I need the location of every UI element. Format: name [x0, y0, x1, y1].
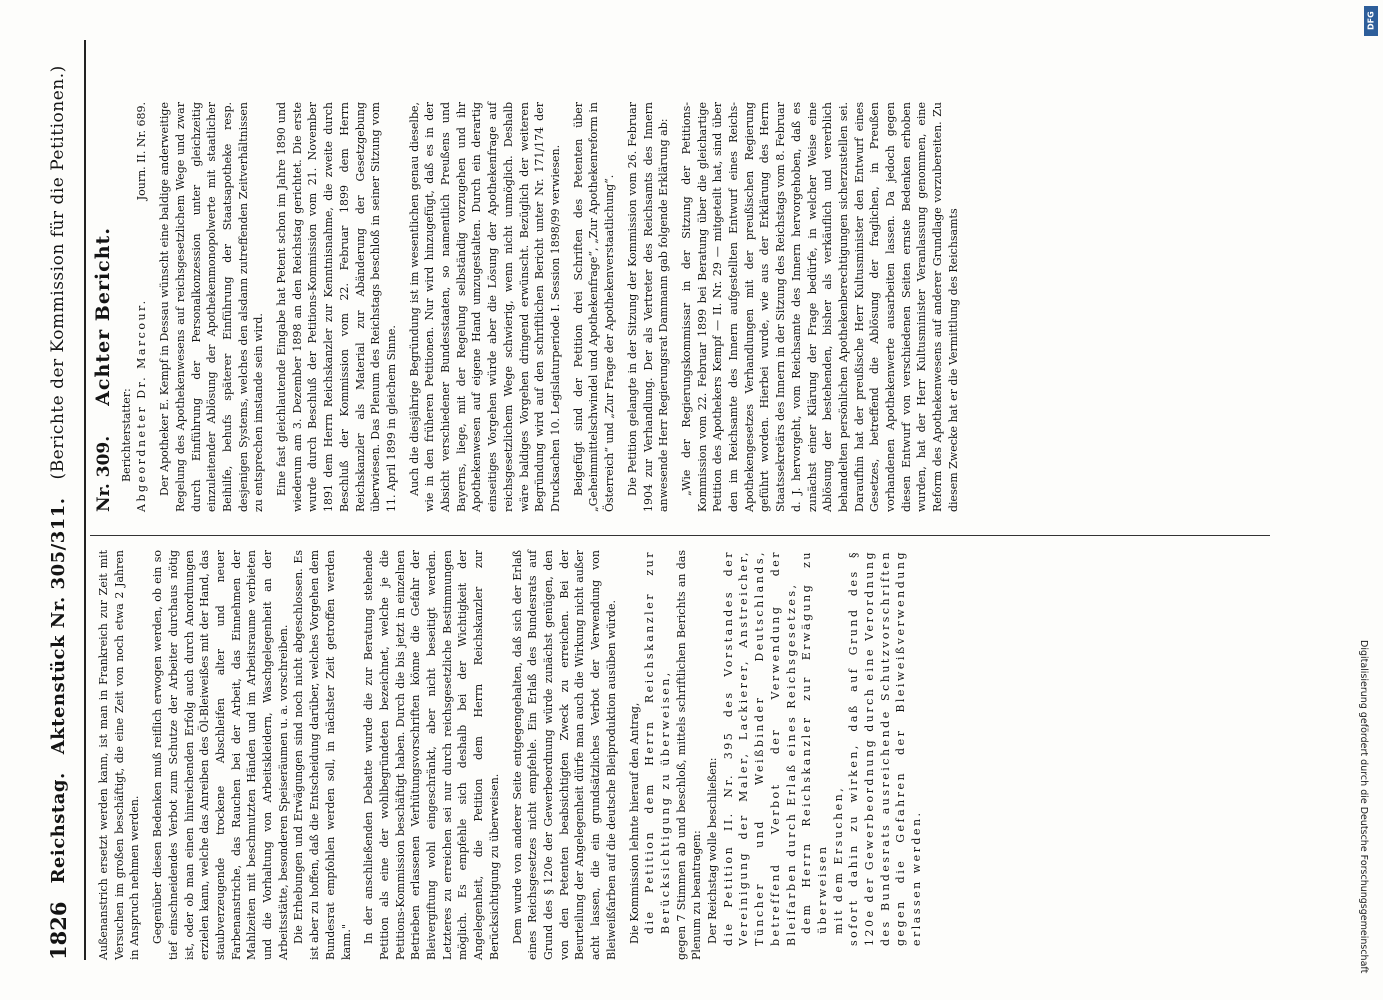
paragraph: Außenanstrich ersetzt werden kann, ist man in Frankreich zur Zeit mit Versuchen im großen beschäftigt, die eine Zeit von noch etwa 2 Jahren in Anspruch nehmen werden.: [97, 550, 142, 960]
paragraph: Die Petition gelangte in der Sitzung der Kommission vom 26. Februar 1904 zur Verhandlung. Der als Vertreter des Reichsamts des Innern anwesende Herr Regierungsrat Dammann gab folgende Erklärung ab:: [625, 102, 671, 512]
paragraph: Eine fast gleichlautende Eingabe hat Petent schon im Jahre 1890 und wiederum am 3. Dezember 1898 an den Reichstag gerichtet. Die erste wurde durch Beschluß der Petitions-Kommission vom 21. November 1891 dem Herrn Reichskanzler zur Kenntnisnahme, die zweite durch Beschluß der Kommission vom 22. Februar 1899 dem Herrn Reichskanzler als Material zur Abänderung der Gesetzgebung überwiesen. Das Plenum des Reichstags beschloß in seiner Sitzung vom 11. April 1899 in gleichem Sinne.: [275, 102, 398, 512]
header-rule: [84, 40, 86, 960]
resolution-text: dem Herrn Reichskanzler zur Erwägung zu überweisen: [800, 550, 829, 934]
page-number: 1826: [45, 901, 71, 960]
report-title: Achter Bericht.: [92, 227, 114, 406]
journal-number: Journ. II. Nr. 689.: [135, 102, 149, 201]
report-number: Nr. 309.: [94, 435, 114, 512]
paragraph: Gegenüber diesen Bedenken muß reiflich erwogen werden, ob ein so tief einschneidendes Verbot zum Schutze der Arbeiter durchaus nötig ist, oder ob man einen hinreichenden Erfolg auch durch Anordnungen erzielen kann, welche das Anreiben des Öl-Bleiweißes mit der Hand, das staubverzeugende trockene Abschleifen alter und neuer Farbenanstriche, das Rauchen bei der Arbeit, das Einnehmen der Mahlzeiten mit beschmutzten Händen und im Arbeitsraume verbieten und die Vorhaltung von Arbeitskleidern, Waschgelegenheit an der Arbeitsstätte, besonderen Speiseräumen u. a. vorschreiben.: [151, 550, 290, 960]
document-series: (Berichte der Kommission für die Petitionen.): [48, 65, 68, 480]
paragraph: „Wie der Regierungskommissar in der Sitzung der Petitions-Kommission vom 22. Februar 1899 bei Beratung über die gleichartige Petition des Apothekers Kempf — II. Nr. 29 — mitgeteilt hat, sind über den im Reichsamte des Innern aufgestellten Entwurf eines Reichs-Apothekengesetzes Verhandlungen mit der preußischen Regierung geführt worden. Hierbei wurde, wie aus der Erklärung des Herrn Staatssekretärs des Innern in der Sitzung des Reichstags vom 8. Februar d. J. hervorgeht, vom Reichsamte des Innern hervorgehoben, daß es zunächst einer Klärung der Frage bedürfe, in welcher Weise eine Ablösung der bestehenden, bisher als verkäuflich und vererblich behandelten persönlichen Apothekenberechtigungen sicherzustellen sei. Daraufhin hat der preußische Herr Kultusminister den Entwurf eines Gesetzes, betreffend die Ablösung der fraglichen, in Preußen vorhandenen Apothekenwerte ausarbeiten lassen. Da jedoch gegen diesen Entwurf von verschiedenen Seiten ernste Bedenken erhoben wurden, hat der Herr Kultusminister Veranlassung genommen, eine Reform des Apothekenwesens auf anderer Grundlage vorzubereiten. Zu diesem Zwecke hat er die Vermittlung des Reichsamts: [679, 102, 960, 512]
resolution-text: sofort dahin zu wirken, daß auf Grund des § 120e der Gewerbeordnung durch eine Verordnung des Bundesrats ausreichende Schutzvorschriften gegen die Gefahren der Bleiweißverwendung erlassen werden.: [847, 550, 924, 946]
paragraph: Die Kommission lehnte hierauf den Antrag,: [627, 702, 641, 944]
document-number: Aktenstück Nr. 305/311.: [47, 497, 69, 755]
page-header: [40, 40, 76, 960]
reporter-label: Berichterstatter:: [119, 388, 133, 482]
report-heading: [92, 102, 114, 512]
motion-text: die Petition dem Herrn Reichskanzler zur Berücksichtigung zu überweisen,: [643, 550, 672, 934]
resolution-text: mit dem Ersuchen,: [831, 785, 845, 934]
resolution-text: die Petition II. Nr. 395 des Vorstandes der Vereinigung der Maler, Lackierer, Anstreicher, Tüncher und Weißbinder Deutschlands, betreffend Verbot der Verwendung der Bleifarben durch Erlaß eines Reichsgesetzes,: [721, 550, 798, 946]
reporter-name: Abgeordneter Dr. Marcour.: [135, 298, 149, 512]
left-column: [96, 550, 1286, 960]
digitization-credit: Digitalisierung gefördert durch die Deutsche Forschungsgemeinschaft: [1358, 640, 1369, 974]
paragraph: Der Reichstag wolle beschließen:: [706, 757, 720, 944]
paragraph: Auch die diesjährige Begründung ist im wesentlichen genau dieselbe, wie in den früheren Petitionen. Nur wird hinzugefügt, daß es in der Absicht verschiedener Bundesstaaten, so namentlich Preußens und Bayerns, liege, mit der Regelung selbständig vorzugehen und ihr Apothekenwesen auf eigene Hand umzugestalten. Durch ein derartig einseitiges Vorgehen würde aber die Lösung der Apothekenfrage auf reichsgesetzlichem Wege schwierig, wenn nicht unmöglich. Deshalb wäre baldiges Vorgehen dringend erwünscht. Bezüglich der weiteren Begründung wird auf den schriftlichen Bericht unter Nr. 171/174 der Drucksachen 10. Legislaturperiode I. Session 1898/99 verwiesen.: [407, 102, 562, 512]
reporter-line: [134, 102, 150, 512]
paragraph: Beigefügt sind der Petition drei Schriften des Petenten über „Geheimmittelschwindel und Apothekenfrage“, „Zur Apothekenreform in Österreich“ und „Zur Frage der Apothekenverstaatlichung“.: [571, 102, 617, 512]
dfg-logo: DFG: [1364, 6, 1378, 36]
right-column: [92, 102, 1286, 512]
column-divider: [90, 535, 1270, 536]
paragraph: Dem wurde von anderer Seite entgegengehalten, daß sich der Erlaß eines Reichsgesetzes nicht empfehle. Ein Erlaß des Bundesrats auf Grund des § 120e der Gewerbeordnung würde zunächst genügen, den von den Petenten beabsichtigten Zweck zu erreichen. Bei der Beurteilung der Angelegenheit dürfe man auch die Wirkung nicht außer acht lassen, die ein grundsätzliches Verbot der Verwendung von Bleiweißfarben auf die deutsche Bleiproduktion ausüben würde.: [510, 550, 618, 960]
paragraph: Der Apotheker E. Kempf in Dessau wünscht eine baldige anderweitige Regelung des Apothekenwesens auf reichsgesetzlichem Wege und zwar durch Einführung der Personalkonzession unter gleichzeitig einzuleitender Ablösung der Apothekenmonopolwerte mit staatlicher Beihilfe, behufs späterer Einführung der Staatsapotheke resp. desjenigen Systems, welches den alsdann zutreffenden Zeitverhältnissen zu entsprechen imstande sein wird.: [158, 102, 266, 512]
house-name: Reichstag.: [47, 772, 69, 884]
paragraph: gegen 7 Stimmen ab und beschloß, mittels schriftlichen Berichts an das Plenum zu beantragen:: [674, 550, 704, 960]
paragraph: Die Erhebungen und Erwägungen sind noch nicht abgeschlossen. Es ist aber zu hoffen, daß die Entscheidung darüber, welches Vorgehen dem Bundesrat empfohlen werden soll, in nächster Zeit getroffen werden kann.": [292, 550, 353, 960]
paragraph: In der anschließenden Debatte wurde die zur Beratung stehende Petition als eine der wohlbegründeten bezeichnet, welche je die Petitions-Kommission beschäftigt haben. Durch die bis jetzt in einzelnen Betrieben erlassenen Verhütungsvorschriften könne die Gefahr der Bleivergiftung wohl eingeschränkt, aber nicht beseitigt werden. Letzteres zu erreichen sei nur durch reichsgesetzliche Bestimmungen möglich. Es empfehle sich deshalb bei der Wichtigkeit der Angelegenheit, die Petition dem Herrn Reichskanzler zur Berücksichtigung zu überweisen.: [362, 550, 501, 960]
